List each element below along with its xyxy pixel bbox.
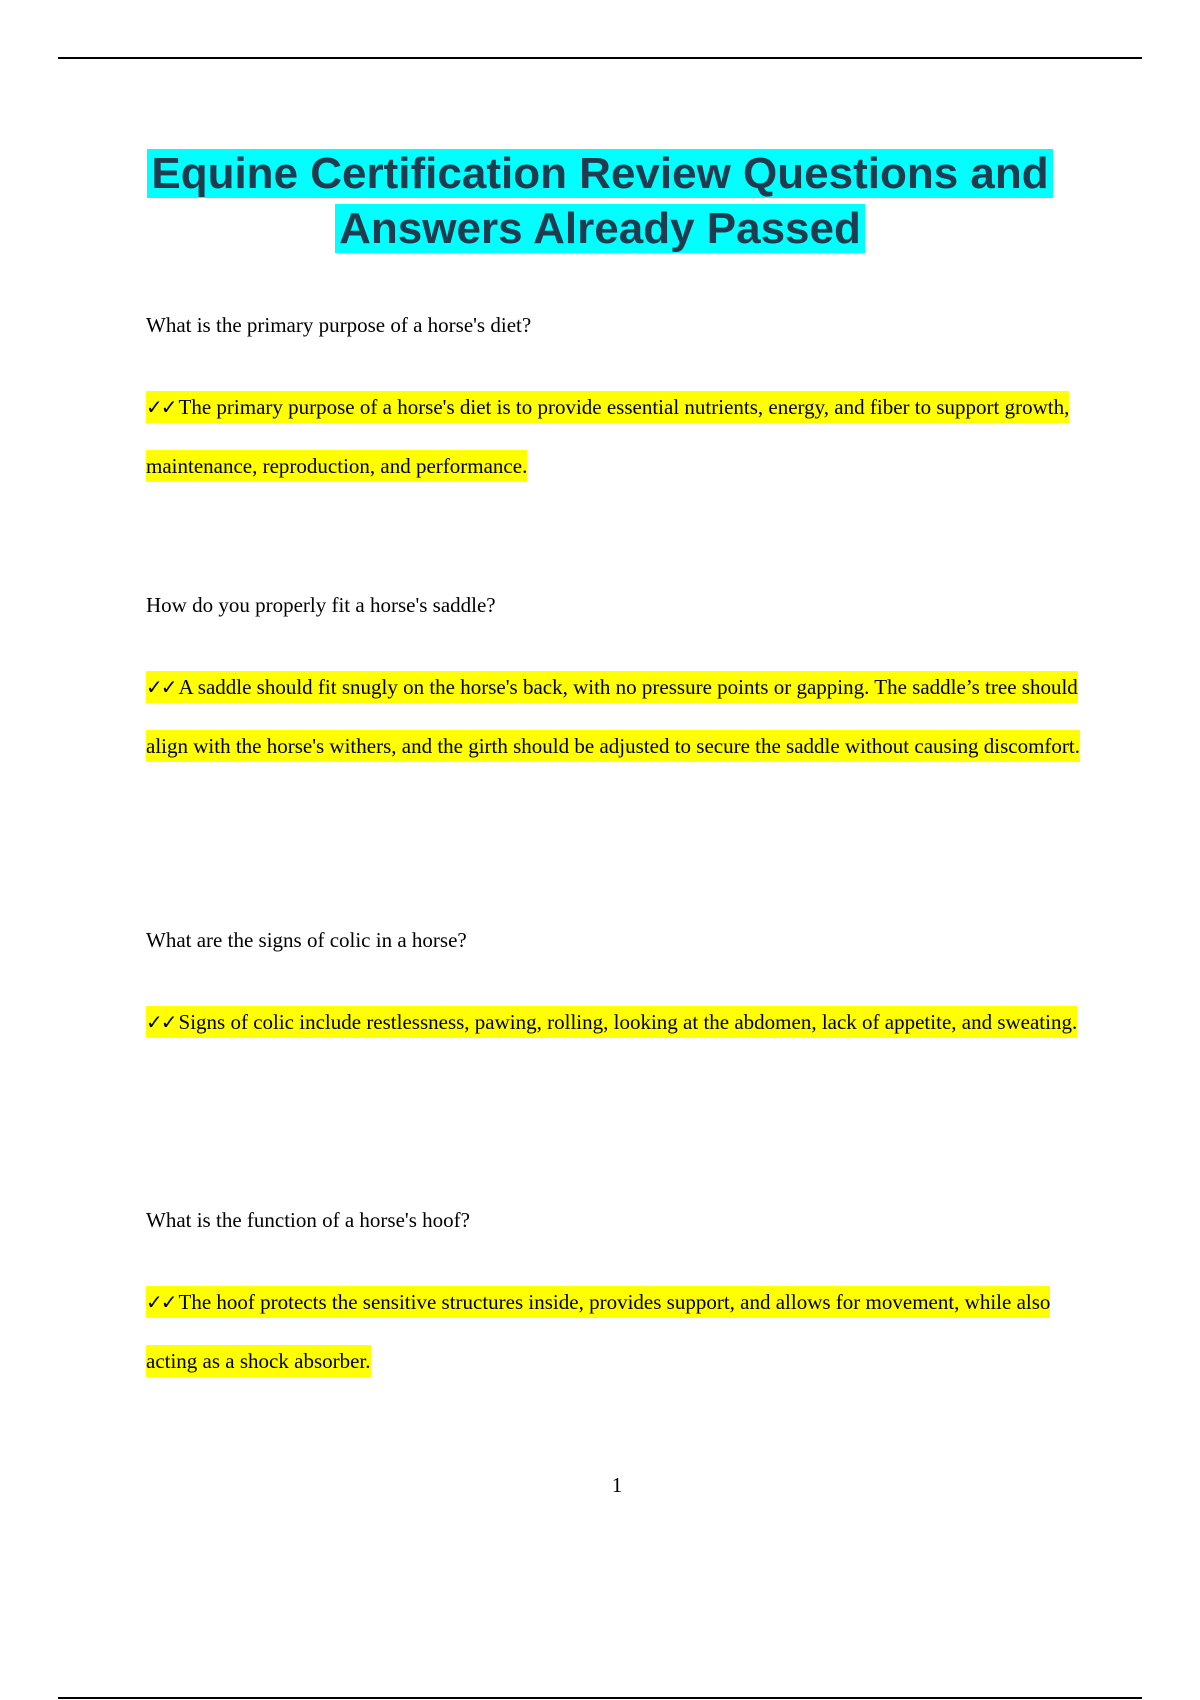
answer-highlight bbox=[146, 1286, 1050, 1377]
question-text: What is the primary purpose of a horse's diet? bbox=[146, 313, 532, 337]
answer-highlight bbox=[146, 671, 1080, 762]
qa-item bbox=[146, 312, 1090, 496]
title-highlight: Equine Certification Review Questions and Answers Already Passed bbox=[147, 149, 1052, 253]
qa-item bbox=[146, 927, 1090, 1052]
double-check-icon: ✓✓ bbox=[146, 675, 176, 699]
answer-highlight bbox=[146, 1006, 1077, 1038]
double-check-icon: ✓✓ bbox=[146, 1290, 176, 1314]
double-check-icon: ✓✓ bbox=[146, 395, 176, 419]
qa-item bbox=[146, 1207, 1090, 1391]
footer-rule bbox=[58, 1697, 1142, 1699]
answer-block bbox=[146, 1273, 1090, 1391]
document-title bbox=[100, 146, 1100, 256]
answer-block bbox=[146, 378, 1090, 496]
answer-text: A saddle should fit snugly on the horse's back, with no pressure points or gapping. The saddle’s tree should align with the horse's withers, and the girth should be adjusted to secure the saddle without causing discomfort. bbox=[146, 675, 1081, 758]
double-check-icon: ✓✓ bbox=[146, 1010, 176, 1034]
answer-text: The primary purpose of a horse's diet is to provide essential nutrients, energy, and fiber to support growth, maintenance, reproduction, and performance. bbox=[146, 395, 1070, 478]
answer-block bbox=[146, 658, 1090, 776]
question-text: How do you properly fit a horse's saddle? bbox=[146, 593, 496, 617]
answer-block bbox=[146, 993, 1090, 1052]
answer-text: Signs of colic include restlessness, pawing, rolling, looking at the abdomen, lack of appetite, and sweating. bbox=[178, 1010, 1078, 1034]
header-rule bbox=[58, 57, 1142, 59]
answer-highlight bbox=[146, 391, 1069, 482]
answer-text: The hoof protects the sensitive structures inside, provides support, and allows for movement, while also acting as a shock absorber. bbox=[146, 1290, 1051, 1373]
question-text: What are the signs of colic in a horse? bbox=[146, 928, 467, 952]
qa-item bbox=[146, 592, 1090, 776]
page-number: 1 bbox=[611, 1473, 623, 1497]
question-text: What is the function of a horse's hoof? bbox=[146, 1208, 470, 1232]
